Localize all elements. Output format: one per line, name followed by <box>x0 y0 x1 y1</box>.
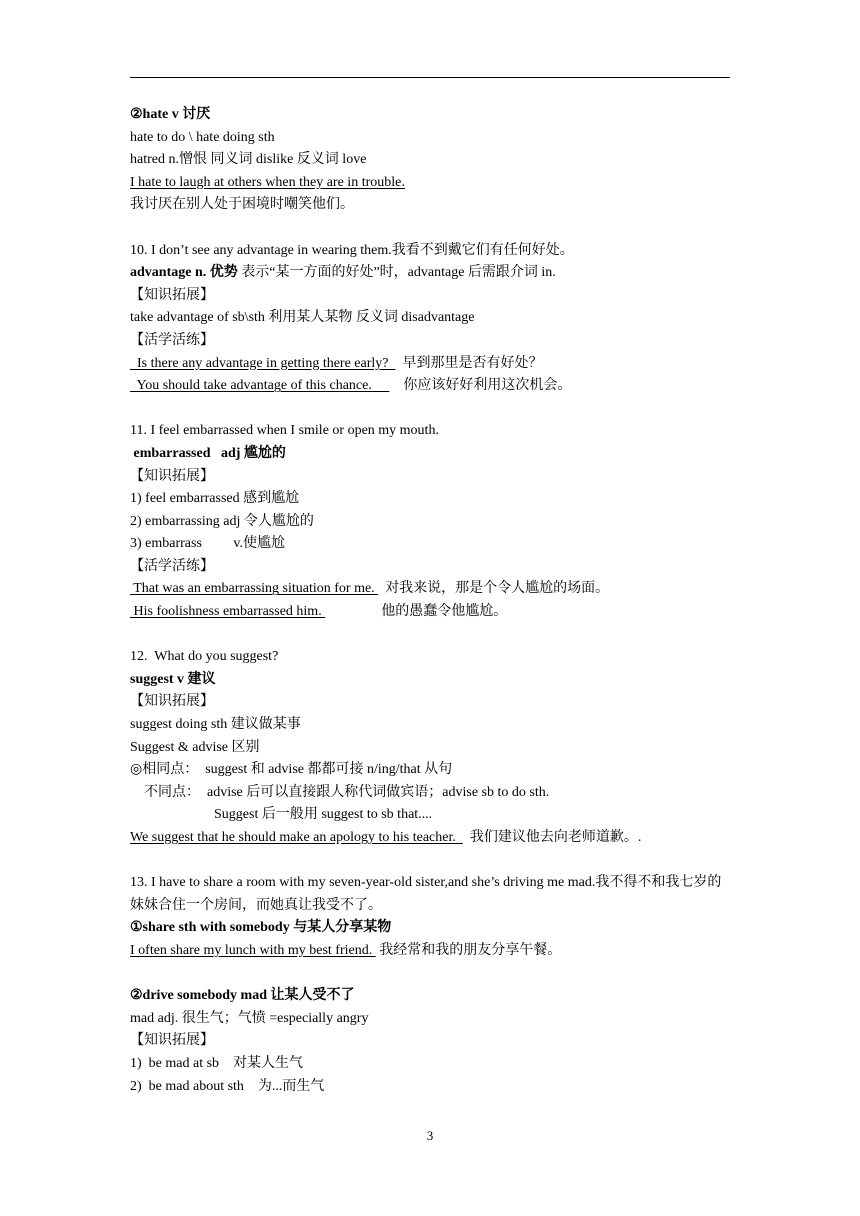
translation: 我经常和我的朋友分享午餐。 <box>375 942 562 958</box>
example-sentence: I hate to laugh at others when they are in trouble. <box>130 174 405 190</box>
text-line: suggest doing sth 建议做某事 <box>130 717 301 733</box>
text-line: hate to do \ hate doing sth <box>130 129 275 145</box>
word-suggest: suggest v 建议 <box>130 671 216 687</box>
text-line: hatred n.憎恨 同义词 dislike 反义词 love <box>130 152 367 168</box>
translation: 我们建议他去向老师道歉。. <box>462 830 642 845</box>
text-line: 3) embarrass v.使尴尬 <box>130 536 286 552</box>
text-line: Suggest & advise 区别 <box>130 739 260 755</box>
note: 表示“某一方面的好处”时，advantage 后需跟介词 in. <box>237 265 556 281</box>
header-rule <box>130 77 730 78</box>
section-header: 【活学活练】 <box>130 558 214 574</box>
heading-hate: ②hate v 讨厌 <box>130 107 211 122</box>
example-sentence: That was an embarrassing situation for me. <box>130 581 379 597</box>
section-header: 【知识拓展】 <box>130 1033 214 1049</box>
page-number: 3 <box>426 1128 434 1143</box>
example-sentence: Is there any advantage in getting there early? <box>130 355 396 371</box>
text-line: ◎相同点： suggest 和 advise 都都可接 n/ing/that 从句 <box>130 762 453 778</box>
text-line: 1) feel embarrassed 感到尴尬 <box>130 491 300 507</box>
text-line: 不同点： advise 后可以直接跟人称代词做宾语；advise sb to do sth. <box>130 784 550 800</box>
example-sentence: We suggest that he should make an apology to his teacher. <box>130 830 463 845</box>
word-embarrassed: embarrassed adj 尴尬的 <box>130 445 286 461</box>
section-header: 【知识拓展】 <box>130 694 214 710</box>
text-line: 1) be mad at sb 对某人生气 <box>130 1055 304 1071</box>
sentence-10: 10. I don’t see any advantage in wearing them.我看不到戴它们有任何好处。 <box>130 242 574 258</box>
translation: 你应该好好利用这次机会。 <box>389 378 572 394</box>
example-sentence: You should take advantage of this chance. <box>130 378 390 394</box>
text-line: take advantage of sb\sth 利用某人某物 反义词 disadvantage <box>130 310 475 326</box>
text-line: 2) embarrassing adj 令人尴尬的 <box>130 513 314 529</box>
phrase-share: ①share sth with somebody 与某人分享某物 <box>130 920 392 936</box>
sentence-12: 12. What do you suggest? <box>130 649 279 665</box>
text-line: 2) be mad about sth 为...而生气 <box>130 1078 325 1094</box>
translation: 他的愚蠢令他尴尬。 <box>325 604 508 620</box>
section-header: 【知识拓展】 <box>130 287 214 303</box>
section-header: 【活学活练】 <box>130 332 214 348</box>
text-line: mad adj. 很生气；气愤 =especially angry <box>130 1010 369 1026</box>
translation: 早到那里是否有好处？ <box>395 355 543 371</box>
sentence-11: 11. I feel embarrassed when I smile or open my mouth. <box>130 423 439 439</box>
translation: 对我来说，那是个令人尴尬的场面。 <box>378 581 610 597</box>
document-body <box>130 104 740 1098</box>
text-line: Suggest 后一般用 suggest to sb that.... <box>214 807 433 823</box>
section-header: 【知识拓展】 <box>130 468 214 484</box>
sentence-13: 13. I have to share a room with my seven-year-old sister,and she’s driving me mad.我不得不和我七岁的妹妹合住一个房间，而她真让我受不了。 <box>130 875 722 913</box>
translation: 我讨厌在别人处于困境时嘲笑他们。 <box>130 197 354 213</box>
example-sentence: I often share my lunch with my best friend. <box>130 942 376 958</box>
example-sentence: His foolishness embarrassed him. <box>130 604 326 620</box>
phrase-drive-mad: ②drive somebody mad 让某人受不了 <box>130 988 355 1004</box>
word-advantage: advantage n. 优势 <box>130 265 238 281</box>
